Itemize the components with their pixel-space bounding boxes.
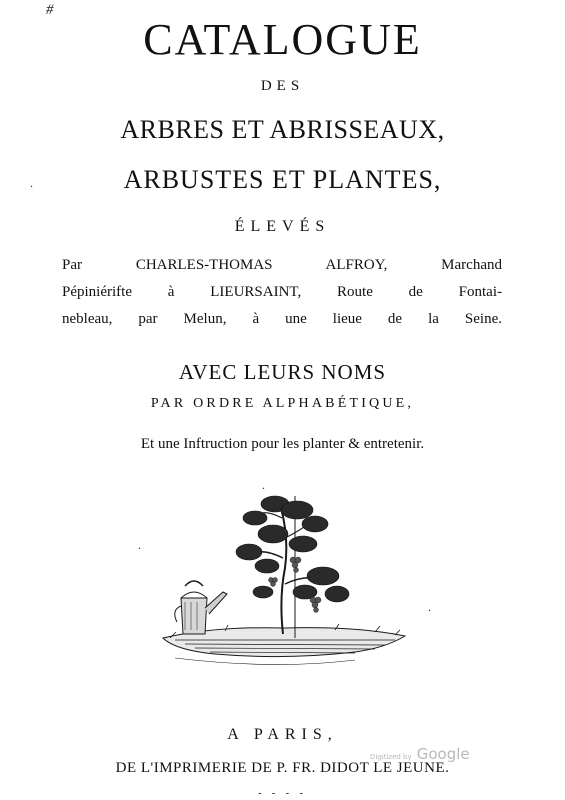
imprint-printer: DE L'IMPRIMERIE DE P. FR. DIDOT LE JEUNE. [115,760,450,776]
imprint-city: A PARIS, [227,726,338,743]
title-line-arbustes: ARBUSTES ET PLANTES, [123,165,442,194]
author-line-3: nebleau, par Melun, à une lieue de la Seine. [62,311,502,327]
instruction-line: Et une Inftruction pour les planter & entretenir. [140,436,425,452]
bottom-dashes: - - - - [258,788,307,799]
title-line-des: DES [260,78,305,94]
watermark-small: Digitized by [370,753,412,761]
author-line-1: Par CHARLES-THOMAS ALFROY, Marchand [62,257,502,273]
title-line-arbres: ARBRES ET ABRISSEAUX, [120,115,445,144]
stray-dot: . [138,538,141,552]
author-line-2: Pépiniérifte à LIEURSAINT, Route de Fontai- [62,284,502,300]
title-line-eleves: ÉLEVÉS [234,218,331,235]
watermark-google: Google [416,745,470,763]
subtitle-avec: AVEC LEURS NOMS [178,360,387,384]
author-paragraph [62,252,502,333]
stray-dot: . [30,176,33,190]
tree-vignette-illustration [155,488,415,673]
main-title: CATALOGUE [143,15,422,64]
subtitle-ordre: PAR ORDRE ALPHABÉTIQUE, [150,396,415,411]
stray-dot: . [428,600,431,614]
corner-mark: # [46,2,54,18]
stray-dot: . [262,478,265,492]
